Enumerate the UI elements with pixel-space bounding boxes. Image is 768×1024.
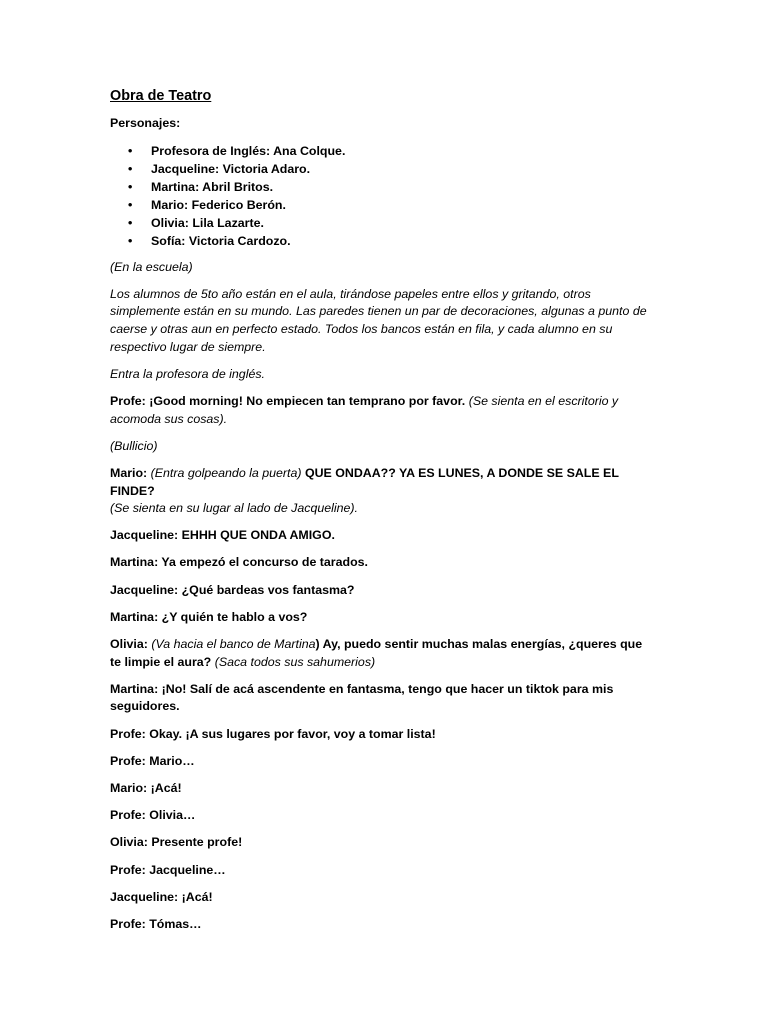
cast-list [110, 142, 655, 250]
dialogue-line: Mario: ¡Acá! [110, 780, 182, 795]
bullet-icon: • [128, 179, 133, 194]
dialogue-line: Jacqueline: ¿Qué bardeas vos fantasma? [110, 582, 355, 597]
dialogue-line: Jacqueline: EHHH QUE ONDA AMIGO. [110, 528, 335, 543]
dialogue-line: Jacqueline: ¡Acá! [110, 889, 213, 904]
cast-item: • Olivia: Lila Lazarte. [128, 215, 264, 230]
bullet-icon: • [128, 197, 133, 212]
bullet-icon: • [128, 143, 133, 158]
dialogue-line: Profe: Okay. ¡A sus lugares por favor, voy a tomar lista! [110, 726, 436, 741]
cast-item: • Mario: Federico Berón. [128, 197, 286, 212]
bullet-icon: • [128, 215, 133, 230]
document-title: Obra de Teatro [110, 88, 212, 104]
dialogue-line: Mario: (Entra golpeando la puerta) QUE ONDAA?? YA ES LUNES, A DONDE SE SALE EL FINDE? (Se sienta en su lugar al lado de Jacqueline). [110, 465, 619, 516]
dialogue-line: Martina: ¡No! Salí de acá ascendente en fantasma, tengo que hacer un tiktok para mis seguidores. [110, 681, 614, 714]
cast-item: • Sofía: Victoria Cardozo. [128, 233, 291, 248]
document-body [110, 86, 655, 943]
dialogue-line: Profe: Jacqueline… [110, 862, 226, 877]
stage-direction-enter: Entra la profesora de inglés. [110, 366, 265, 381]
dialogue-line: Profe: Tómas… [110, 916, 202, 931]
bullet-icon: • [128, 161, 133, 176]
dialogue-line: Olivia: Presente profe! [110, 835, 243, 850]
cast-heading: Personajes: [110, 116, 181, 130]
dialogue-line: Profe: ¡Good morning! No empiecen tan temprano por favor. (Se sienta en el escritorio y acomoda sus cosas). [110, 393, 619, 426]
dialogue-line: Profe: Mario… [110, 753, 195, 768]
stage-setting: (En la escuela) [110, 259, 193, 274]
cast-item: • Martina: Abril Britos. [128, 179, 274, 194]
dialogue-line: Martina: ¿Y quién te hablo a vos? [110, 609, 308, 624]
dialogue-line: Olivia: (Va hacia el banco de Martina) Ay, puedo sentir muchas malas energías, ¿queres que te limpie el aura? (Saca todos sus sahumerios) [110, 637, 643, 669]
cast-item: • Jacqueline: Victoria Adaro. [128, 161, 311, 176]
stage-direction-noise: (Bullicio) [110, 438, 158, 453]
dialogue-line: Profe: Olivia… [110, 808, 196, 823]
cast-item: • Profesora de Inglés: Ana Colque. [128, 143, 346, 158]
bullet-icon: • [128, 233, 133, 248]
stage-description: Los alumnos de 5to año están en el aula, tirándose papeles entre ellos y gritando, otros simplemente están en su mundo. Las paredes tienen un par de decoraciones, algunas a punto de caerse y otras aun en perfecto estado. Todos los bancos están en fila, y cada alumno en su respectivo lugar de siempre. [110, 286, 647, 354]
dialogue-line: Martina: Ya empezó el concurso de tarados. [110, 555, 368, 570]
